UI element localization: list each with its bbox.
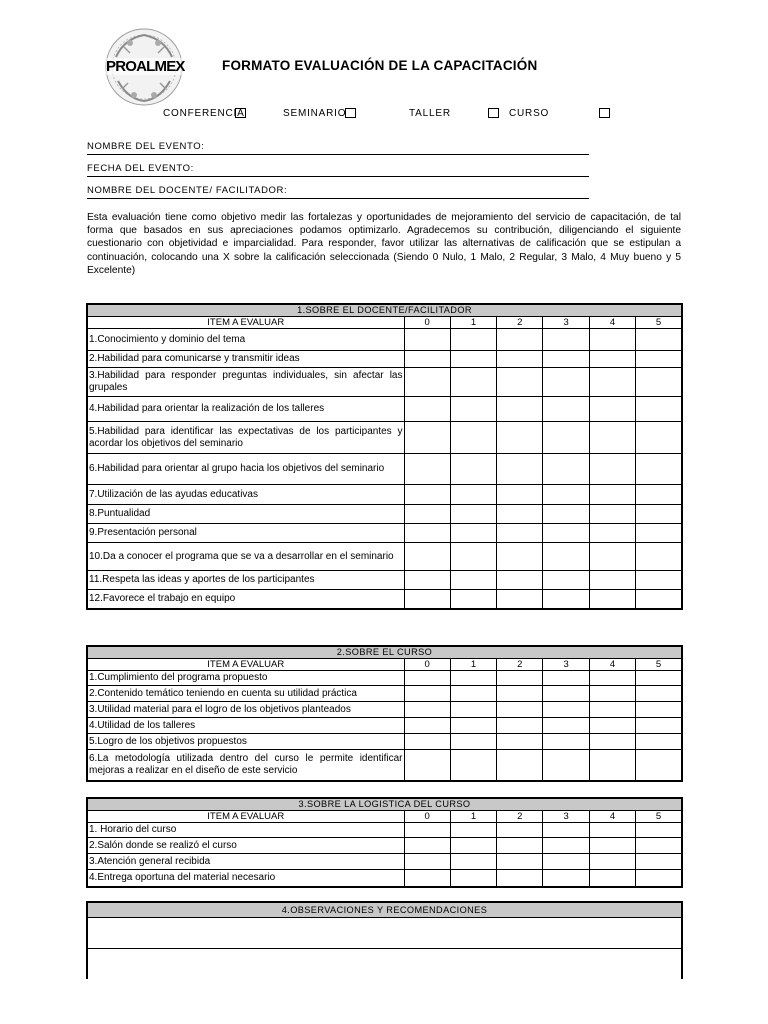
score-cell[interactable] — [543, 590, 589, 609]
score-header: 2 — [497, 811, 543, 823]
evaluation-item: 12.Favorece el trabajo en equipo — [87, 590, 404, 609]
table-row — [87, 485, 682, 505]
table-row — [87, 368, 682, 397]
score-cell[interactable] — [497, 485, 543, 505]
table-row — [87, 702, 682, 718]
score-cell[interactable] — [497, 838, 543, 854]
score-header: 2 — [497, 659, 543, 671]
score-cell[interactable] — [450, 543, 496, 571]
score-cell[interactable] — [404, 368, 450, 397]
evaluation-item: 11.Respeta las ideas y aportes de los participantes — [87, 571, 404, 590]
option-label-seminario: SEMINARIO — [283, 108, 347, 119]
score-cell[interactable] — [497, 422, 543, 454]
score-cell[interactable] — [636, 702, 682, 718]
table-row — [87, 590, 682, 609]
score-cell[interactable] — [450, 351, 496, 368]
table-row — [87, 870, 682, 887]
score-cell[interactable] — [589, 718, 635, 734]
event-name-field[interactable]: NOMBRE DEL EVENTO: — [87, 140, 589, 155]
score-cell[interactable] — [589, 454, 635, 485]
score-cell[interactable] — [589, 505, 635, 524]
facilitator-name-field[interactable]: NOMBRE DEL DOCENTE/ FACILITADOR: — [87, 184, 589, 199]
evaluation-item: 10.Da a conocer el programa que se va a desarrollar en el seminario — [87, 543, 404, 571]
score-cell[interactable] — [497, 397, 543, 422]
score-header: 3 — [543, 317, 589, 329]
option-label-curso: CURSO — [509, 108, 550, 119]
score-cell[interactable] — [404, 854, 450, 870]
score-cell[interactable] — [589, 671, 635, 686]
score-cell[interactable] — [543, 422, 589, 454]
score-header: 3 — [543, 659, 589, 671]
evaluation-item: 6.Habilidad para orientar al grupo hacia los objetivos del seminario — [87, 454, 404, 485]
score-cell[interactable] — [589, 838, 635, 854]
table-row — [87, 854, 682, 870]
score-cell[interactable] — [589, 485, 635, 505]
table-row — [87, 397, 682, 422]
score-cell[interactable] — [589, 823, 635, 838]
evaluation-item: 2.Habilidad para comunicarse y transmitir ideas — [87, 351, 404, 368]
score-cell[interactable] — [450, 329, 496, 351]
score-cell[interactable] — [543, 870, 589, 887]
score-cell[interactable] — [636, 524, 682, 543]
score-cell[interactable] — [450, 524, 496, 543]
item-header: ITEM A EVALUAR — [87, 659, 404, 671]
score-cell[interactable] — [589, 854, 635, 870]
score-cell[interactable] — [589, 397, 635, 422]
score-cell[interactable] — [450, 854, 496, 870]
score-cell[interactable] — [589, 329, 635, 351]
score-cell[interactable] — [450, 870, 496, 887]
score-cell[interactable] — [404, 524, 450, 543]
score-cell[interactable] — [404, 718, 450, 734]
table-row — [87, 524, 682, 543]
table-row — [87, 686, 682, 702]
score-cell[interactable] — [636, 422, 682, 454]
intro-paragraph: Esta evaluación tiene como objetivo medir las fortalezas y oportunidades de mejoramiento del servicio de capacitación, de tal forma que basados en sus apreciaciones podamos optimizarlo. Agradecemos su contribución, diligenciando el siguiente cuestionario con objetividad e imparcialidad. Para responder, favor utilizar las alternativas de calificación que se estipulan a continuación, colocando una X sobre la calificación seleccionada (Siendo 0 Nulo, 1 Malo, 2 Regular, 3 Malo, 4 Muy bueno y 5 Excelente) — [87, 212, 681, 276]
score-cell[interactable] — [543, 505, 589, 524]
score-cell[interactable] — [543, 671, 589, 686]
score-cell[interactable] — [589, 422, 635, 454]
score-cell[interactable] — [404, 454, 450, 485]
table-row — [87, 543, 682, 571]
score-cell[interactable] — [404, 505, 450, 524]
score-cell[interactable] — [404, 838, 450, 854]
score-cell[interactable] — [404, 823, 450, 838]
evaluation-item: 1.Conocimiento y dominio del tema — [87, 329, 404, 351]
section-title: 2.SOBRE EL CURSO — [87, 646, 682, 659]
score-cell[interactable] — [543, 838, 589, 854]
score-cell[interactable] — [404, 351, 450, 368]
score-cell[interactable] — [543, 702, 589, 718]
table-row — [87, 454, 682, 485]
evaluation-item: 4.Entrega oportuna del material necesario — [87, 870, 404, 887]
score-cell[interactable] — [589, 686, 635, 702]
score-cell[interactable] — [404, 590, 450, 609]
evaluation-item: 1.Cumplimiento del programa propuesto — [87, 671, 404, 686]
score-cell[interactable] — [450, 718, 496, 734]
score-cell[interactable] — [589, 750, 635, 781]
score-cell[interactable] — [497, 686, 543, 702]
score-header: 1 — [450, 317, 496, 329]
table-row — [87, 571, 682, 590]
score-header: 0 — [404, 811, 450, 823]
score-cell[interactable] — [497, 505, 543, 524]
score-cell[interactable] — [404, 671, 450, 686]
score-header: 0 — [404, 659, 450, 671]
evaluation-item: 5.Habilidad para identificar las expectativas de los participantes y acordar los objetivos del seminario — [87, 422, 404, 454]
score-cell[interactable] — [404, 734, 450, 750]
score-cell[interactable] — [543, 734, 589, 750]
section-title: 1.SOBRE EL DOCENTE/FACILITADOR — [87, 304, 682, 317]
score-cell[interactable] — [636, 718, 682, 734]
score-header: 3 — [543, 811, 589, 823]
score-cell[interactable] — [450, 750, 496, 781]
score-cell[interactable] — [404, 422, 450, 454]
score-header: 5 — [636, 659, 682, 671]
score-cell[interactable] — [636, 397, 682, 422]
score-cell[interactable] — [636, 838, 682, 854]
checkbox-conferencia[interactable] — [235, 108, 246, 118]
observations-box — [86, 901, 683, 979]
section-table-docente — [86, 303, 683, 610]
logo-text: PROALMEX — [106, 58, 185, 75]
score-cell[interactable] — [636, 329, 682, 351]
score-cell[interactable] — [543, 571, 589, 590]
evaluation-item: 2.Salón donde se realizó el curso — [87, 838, 404, 854]
evaluation-item: 6.La metodología utilizada dentro del curso le permite identificar mejoras a realizar en el diseño de este servicio — [87, 750, 404, 781]
option-label-taller: TALLER — [409, 108, 451, 119]
score-header: 2 — [497, 317, 543, 329]
score-cell[interactable] — [497, 854, 543, 870]
score-header: 4 — [589, 317, 635, 329]
score-cell[interactable] — [450, 838, 496, 854]
score-cell[interactable] — [404, 702, 450, 718]
score-cell[interactable] — [589, 524, 635, 543]
score-cell[interactable] — [543, 524, 589, 543]
score-cell[interactable] — [543, 543, 589, 571]
score-cell[interactable] — [636, 686, 682, 702]
score-cell[interactable] — [450, 734, 496, 750]
score-cell[interactable] — [543, 454, 589, 485]
score-cell[interactable] — [404, 571, 450, 590]
table-row — [87, 838, 682, 854]
score-cell[interactable] — [404, 485, 450, 505]
score-cell[interactable] — [636, 590, 682, 609]
score-cell[interactable] — [497, 718, 543, 734]
score-cell[interactable] — [404, 543, 450, 571]
score-cell[interactable] — [543, 686, 589, 702]
score-cell[interactable] — [636, 823, 682, 838]
score-cell[interactable] — [497, 823, 543, 838]
score-cell[interactable] — [636, 368, 682, 397]
score-header: 5 — [636, 317, 682, 329]
score-header: 1 — [450, 659, 496, 671]
table-row — [87, 422, 682, 454]
event-date-field[interactable]: FECHA DEL EVENTO: — [87, 162, 589, 177]
observation-line[interactable] — [88, 918, 681, 949]
score-cell[interactable] — [450, 505, 496, 524]
evaluation-item: 2.Contenido temático teniendo en cuenta su utilidad práctica — [87, 686, 404, 702]
section-table-logistica — [86, 797, 683, 888]
score-cell[interactable] — [636, 750, 682, 781]
score-cell[interactable] — [543, 750, 589, 781]
section-title: 3.SOBRE LA LOGISTICA DEL CURSO — [87, 798, 682, 811]
score-cell[interactable] — [589, 368, 635, 397]
evaluation-item: 5.Logro de los objetivos propuestos — [87, 734, 404, 750]
checkbox-seminario[interactable] — [345, 108, 356, 118]
score-cell[interactable] — [497, 454, 543, 485]
score-cell[interactable] — [589, 590, 635, 609]
score-cell[interactable] — [636, 854, 682, 870]
score-cell[interactable] — [450, 368, 496, 397]
score-cell[interactable] — [404, 870, 450, 887]
table-row — [87, 718, 682, 734]
evaluation-item: 7.Utilización de las ayudas educativas — [87, 485, 404, 505]
score-cell[interactable] — [450, 702, 496, 718]
score-cell[interactable] — [543, 351, 589, 368]
score-cell[interactable] — [589, 543, 635, 571]
score-cell[interactable] — [497, 671, 543, 686]
score-cell[interactable] — [497, 702, 543, 718]
score-header: 1 — [450, 811, 496, 823]
score-header: 4 — [589, 659, 635, 671]
score-cell[interactable] — [589, 571, 635, 590]
score-cell[interactable] — [543, 368, 589, 397]
score-cell[interactable] — [636, 543, 682, 571]
score-cell[interactable] — [636, 734, 682, 750]
observations-title: 4.OBSERVACIONES Y RECOMENDACIONES — [88, 903, 681, 918]
observation-line[interactable] — [88, 949, 681, 979]
table-row — [87, 329, 682, 351]
table-row — [87, 351, 682, 368]
evaluation-item: 9.Presentación personal — [87, 524, 404, 543]
proalmex-logo — [104, 27, 184, 107]
evaluation-item: 1. Horario del curso — [87, 823, 404, 838]
score-cell[interactable] — [450, 485, 496, 505]
score-cell[interactable] — [636, 351, 682, 368]
section-table-curso — [86, 645, 683, 782]
table-row — [87, 823, 682, 838]
score-cell[interactable] — [404, 329, 450, 351]
evaluation-item: 3.Utilidad material para el logro de los objetivos planteados — [87, 702, 404, 718]
option-label-conferencia: CONFERENCIA — [163, 108, 245, 119]
score-cell[interactable] — [450, 422, 496, 454]
score-cell[interactable] — [636, 485, 682, 505]
evaluation-item: 3.Atención general recibida — [87, 854, 404, 870]
score-cell[interactable] — [497, 368, 543, 397]
score-cell[interactable] — [636, 571, 682, 590]
score-cell[interactable] — [589, 870, 635, 887]
score-cell[interactable] — [497, 351, 543, 368]
evaluation-item: 8.Puntualidad — [87, 505, 404, 524]
score-cell[interactable] — [589, 702, 635, 718]
score-cell[interactable] — [636, 454, 682, 485]
score-cell[interactable] — [497, 590, 543, 609]
evaluation-item: 3.Habilidad para responder preguntas individuales, sin afectar las grupales — [87, 368, 404, 397]
score-cell[interactable] — [450, 671, 496, 686]
score-cell[interactable] — [497, 750, 543, 781]
score-cell[interactable] — [450, 686, 496, 702]
table-row — [87, 671, 682, 686]
score-cell[interactable] — [543, 854, 589, 870]
checkbox-taller[interactable] — [488, 108, 499, 118]
score-cell[interactable] — [497, 571, 543, 590]
table-row — [87, 750, 682, 781]
score-header: 4 — [589, 811, 635, 823]
score-cell[interactable] — [404, 397, 450, 422]
score-cell[interactable] — [589, 734, 635, 750]
score-cell[interactable] — [589, 351, 635, 368]
score-cell[interactable] — [497, 870, 543, 887]
score-cell[interactable] — [636, 870, 682, 887]
score-cell[interactable] — [543, 718, 589, 734]
checkbox-curso[interactable] — [599, 108, 610, 118]
page-title: FORMATO EVALUACIÓN DE LA CAPACITACIÓN — [222, 58, 538, 73]
score-cell[interactable] — [404, 750, 450, 781]
score-cell[interactable] — [450, 454, 496, 485]
item-header: ITEM A EVALUAR — [87, 317, 404, 329]
score-cell[interactable] — [497, 734, 543, 750]
evaluation-item: 4.Habilidad para orientar la realización de los talleres — [87, 397, 404, 422]
score-cell[interactable] — [636, 671, 682, 686]
score-header: 0 — [404, 317, 450, 329]
score-cell[interactable] — [497, 329, 543, 351]
score-cell[interactable] — [543, 823, 589, 838]
score-header: 5 — [636, 811, 682, 823]
table-row — [87, 734, 682, 750]
score-cell[interactable] — [543, 397, 589, 422]
score-cell[interactable] — [543, 485, 589, 505]
score-cell[interactable] — [497, 524, 543, 543]
score-cell[interactable] — [450, 571, 496, 590]
score-cell[interactable] — [497, 543, 543, 571]
item-header: ITEM A EVALUAR — [87, 811, 404, 823]
evaluation-item: 4.Utilidad de los talleres — [87, 718, 404, 734]
table-row — [87, 505, 682, 524]
score-cell[interactable] — [450, 397, 496, 422]
score-cell[interactable] — [450, 590, 496, 609]
score-cell[interactable] — [450, 823, 496, 838]
score-cell[interactable] — [404, 686, 450, 702]
score-cell[interactable] — [543, 329, 589, 351]
score-cell[interactable] — [636, 505, 682, 524]
